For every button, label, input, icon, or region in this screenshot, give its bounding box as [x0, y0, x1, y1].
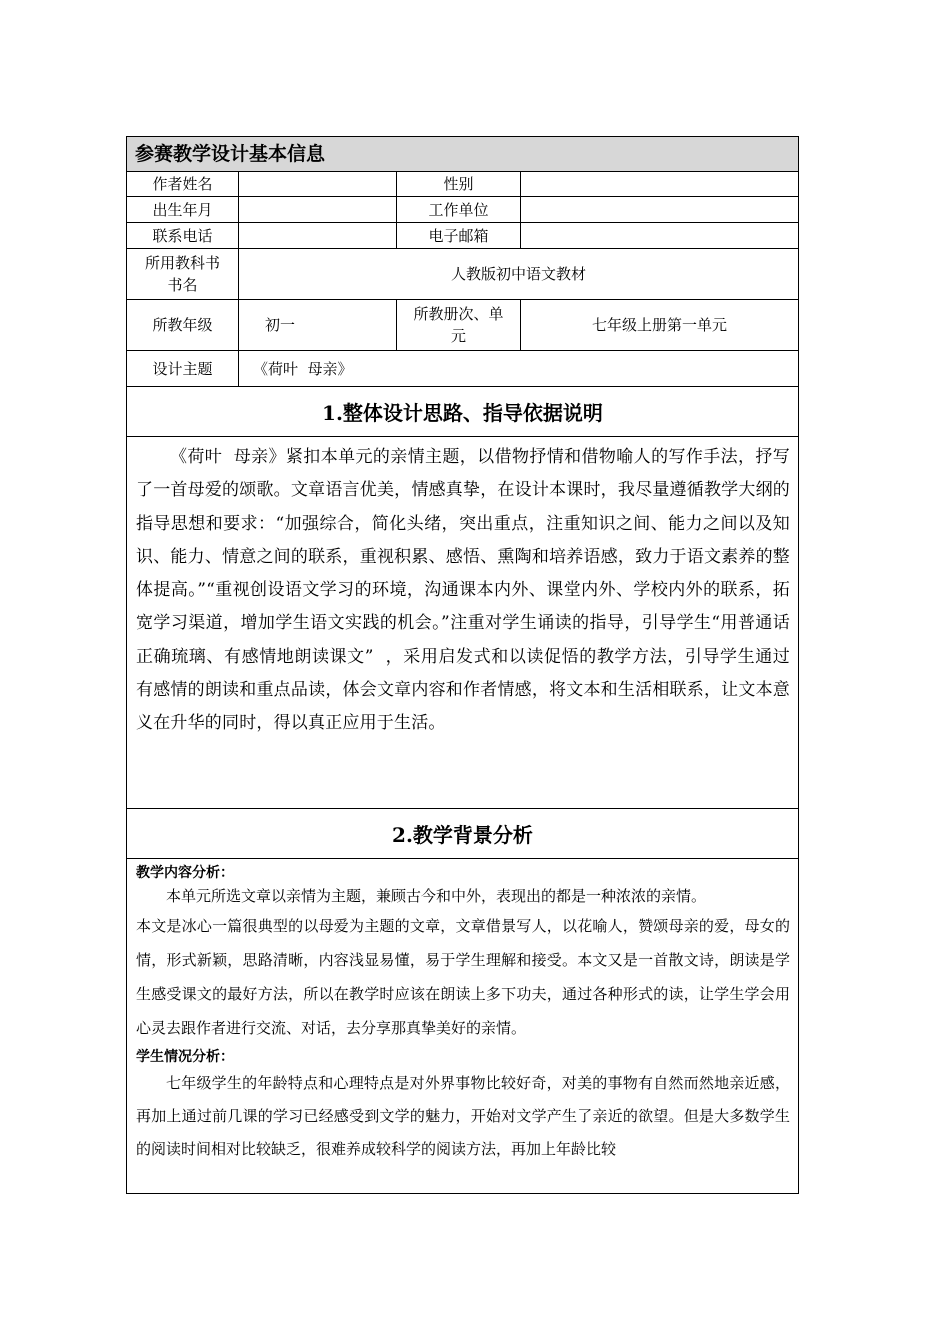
student-analysis-p1: 七年级学生的年龄特点和心理特点是对外界事物比较好奇，对美的事物有自然而然地亲近感，再加上通过前几课的学习已经感受到文学的魅力，开始对文学产生了亲近的欲望。但是大多数学生的阅读时间相对比较缺乏，很难养成较科学的阅读方法，再加上年龄比较 [136, 1074, 790, 1158]
birth-value [238, 197, 396, 222]
design-info-table [126, 136, 799, 1194]
textbook-value: 人教版初中语文教材 [238, 249, 798, 299]
topic-label: 设计主题 [152, 359, 213, 378]
student-analysis-heading: 学生情况分析： [136, 1049, 234, 1065]
email-value [520, 223, 798, 248]
content-analysis-p1: 本单元所选文章以亲情为主题，兼顾古今和中外，表现出的都是一种浓浓的亲情。 [166, 887, 707, 905]
design-rationale-text: 《荷叶 母亲》紧扣本单元的亲情主题，以借物抒情和借物喻人的写作手法，抒写了一首母爱的颂歌。文章语言优美，情感真挚，在设计本课时，我尽量遵循教学大纲的指导思想和要求：“加强综合，简化头绪，突出重点，注重知识之间、能力之间以及知识、能力、情意之间的联系，重视积累、感悟、熏陶和培养语感，致力于语文素养的整体提高。”“重视创设语文学习的环境，沟通课本内外、课堂内外、学校内外的联系，拓宽学习渠道，增加学生语文实践的机会。”注重对学生诵读的指导，引导学生“用普通话正确琉璃、有感情地朗读课文” ，采用启发式和以读促悟的教学方法，引导学生通过有感情的朗读和重点品读，体会文章内容和作者情感，将文本和生活相联系，让文本意义在升华的同时，得以真正应用于生活。 [136, 447, 790, 734]
section-2-heading: 2.教学背景分析 [392, 823, 533, 847]
gender-label: 性别 [396, 172, 520, 196]
info-row-grade [127, 299, 798, 350]
info-row-textbook [127, 248, 798, 299]
section-2-title [127, 808, 798, 858]
author-value [238, 172, 396, 196]
textbook-label: 所用教科书书名 [144, 254, 220, 294]
table-header [127, 137, 798, 171]
birth-label: 出生年月 [152, 200, 213, 219]
topic-value: 《荷叶 母亲》 [238, 351, 798, 386]
work-value [520, 197, 798, 222]
info-row-topic [127, 350, 798, 386]
volume-label: 所教册次、单元 [396, 300, 520, 350]
info-row-birth [127, 196, 798, 222]
work-label: 工作单位 [396, 197, 520, 222]
phone-label: 联系电话 [152, 226, 213, 245]
section-1-body [127, 436, 798, 808]
content-analysis-p2: 本文是冰心一篇很典型的以母爱为主题的文章，文章借景写人，以花喻人，赞颂母亲的爱，母女的情，形式新颖，思路清晰，内容浅显易懂，易于学生理解和接受。本文又是一首散文诗，朗读是学生感受课文的最好方法，所以在教学时应该在朗读上多下功夫，通过各种形式的读，让学生学会用心灵去跟作者进行交流、对话，去分享那真挚美好的亲情。 [136, 917, 790, 1037]
email-label: 电子邮箱 [396, 223, 520, 248]
gender-value [520, 172, 798, 196]
content-analysis-heading: 教学内容分析： [136, 865, 234, 881]
section-1-title [127, 386, 798, 436]
grade-label: 所教年级 [152, 316, 213, 334]
section-1-heading: 1.整体设计思路、指导依据说明 [322, 401, 603, 425]
section-1-paragraph [127, 437, 798, 808]
info-row-phone [127, 222, 798, 248]
phone-value [238, 223, 396, 248]
section-2-body [127, 858, 798, 1193]
volume-value: 七年级上册第一单元 [520, 300, 798, 350]
background-analysis [127, 859, 798, 1193]
info-row-author [127, 171, 798, 196]
author-label: 作者姓名 [152, 175, 213, 193]
grade-value: 初一 [238, 300, 396, 350]
table-title: 参赛教学设计基本信息 [135, 143, 326, 165]
